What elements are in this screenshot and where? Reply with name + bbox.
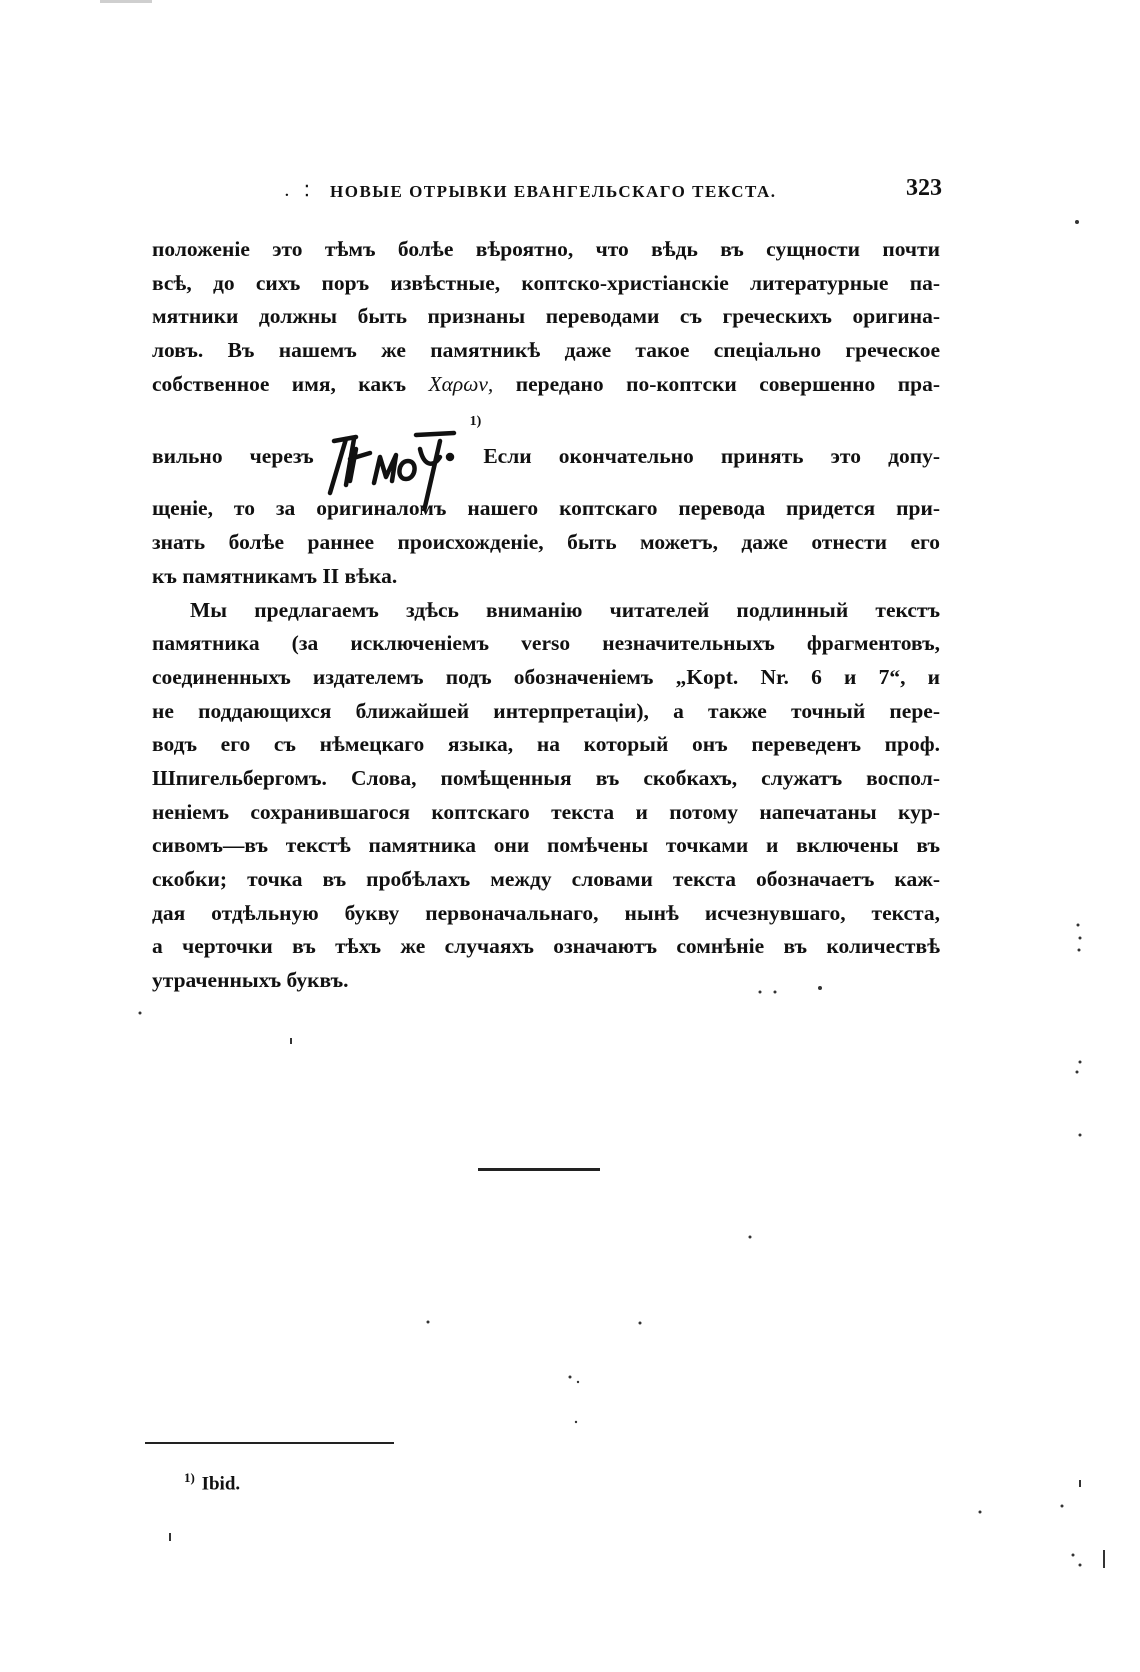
main-text — [152, 233, 940, 998]
text-line: соединенныхъ издателемъ подъ обозначеніемъ „Kopt. Nr. 6 и 7“, и — [152, 664, 940, 689]
footnote — [184, 1470, 240, 1495]
section-divider — [478, 1168, 600, 1171]
text-fragment: вильно черезъ — [152, 444, 314, 469]
text-line — [152, 368, 940, 402]
text-line: не поддающихся ближайшей интерпретаціи), а также точный пере- — [152, 698, 940, 723]
text-line: дая отдѣльную букву первоначальнаго, нынѣ исчезнувшаго, текста, — [152, 900, 940, 925]
greek-name: Χαρων, — [428, 371, 494, 396]
footnote-reference: 1) — [469, 414, 482, 430]
text-line: памятника (за исключеніемъ verso незначительныхъ фрагментовъ, — [152, 631, 940, 656]
text-line: ловъ. Въ нашемъ же памятникѣ даже такое спеціально греческое — [152, 338, 940, 363]
text-line: скобки; точка въ пробѣлахъ между словами текста обозначаетъ каж- — [152, 867, 940, 891]
text-line: всѣ, до сихъ поръ извѣстные, коптско-христіанскіе литературные па- — [152, 270, 940, 295]
running-head — [150, 175, 942, 208]
text-fragment: собственное имя, какъ — [152, 371, 407, 396]
text-line: щеніе, то за оригиналомъ нашего коптскаго перевода придется при- — [152, 496, 940, 521]
page-number: 323 — [906, 175, 942, 201]
text-line: утраченныхъ буквъ. — [152, 968, 349, 993]
scan-corner-mark — [100, 0, 152, 3]
text-line: къ памятникамъ II вѣка. — [152, 563, 398, 588]
text-line: а черточки въ тѣхъ же случаяхъ означаютъ сомнѣніе въ количествѣ — [152, 934, 940, 959]
running-head-marks: . ⁚ — [285, 184, 316, 200]
footnote-text: Ibid. — [201, 1473, 241, 1495]
coptic-handwritten-word — [320, 427, 460, 511]
text-line: знать болѣе раннее происхожденіе, быть можетъ, даже отнести его — [152, 530, 940, 555]
text-line: положеніе это тѣмъ болѣе вѣроятно, что вѣдь въ сущности почти — [152, 237, 940, 261]
text-fragment: передано по-коптски совершенно пра- — [515, 371, 940, 396]
text-line-with-coptic — [152, 401, 940, 487]
text-line: Шпигельбергомъ. Слова, помѣщенныя въ скобкахъ, служатъ воспол- — [152, 765, 940, 790]
text-fragment: Если окончательно принять это допу- — [483, 444, 940, 469]
text-line: водъ его съ нѣмецкаго языка, на который онъ переведенъ проф. — [152, 732, 940, 757]
text-line: сивомъ—въ текстѣ памятника они помѣчены точками и включены въ — [152, 833, 940, 858]
footnote-mark: 1) — [184, 1470, 195, 1485]
text-line: неніемъ сохранившагося коптскаго текста и потому напечатаны кур- — [152, 799, 940, 824]
text-line: мятники должны быть признаны переводами съ греческихъ оригина- — [152, 304, 940, 329]
text-line: Мы предлагаемъ здѣсь вниманію читателей подлинный текстъ — [190, 597, 940, 622]
footnote-divider — [145, 1442, 394, 1444]
running-head-title: НОВЫЕ ОТРЫВКИ ЕВАНГЕЛЬСКАГО ТЕКСТА. — [330, 182, 777, 201]
